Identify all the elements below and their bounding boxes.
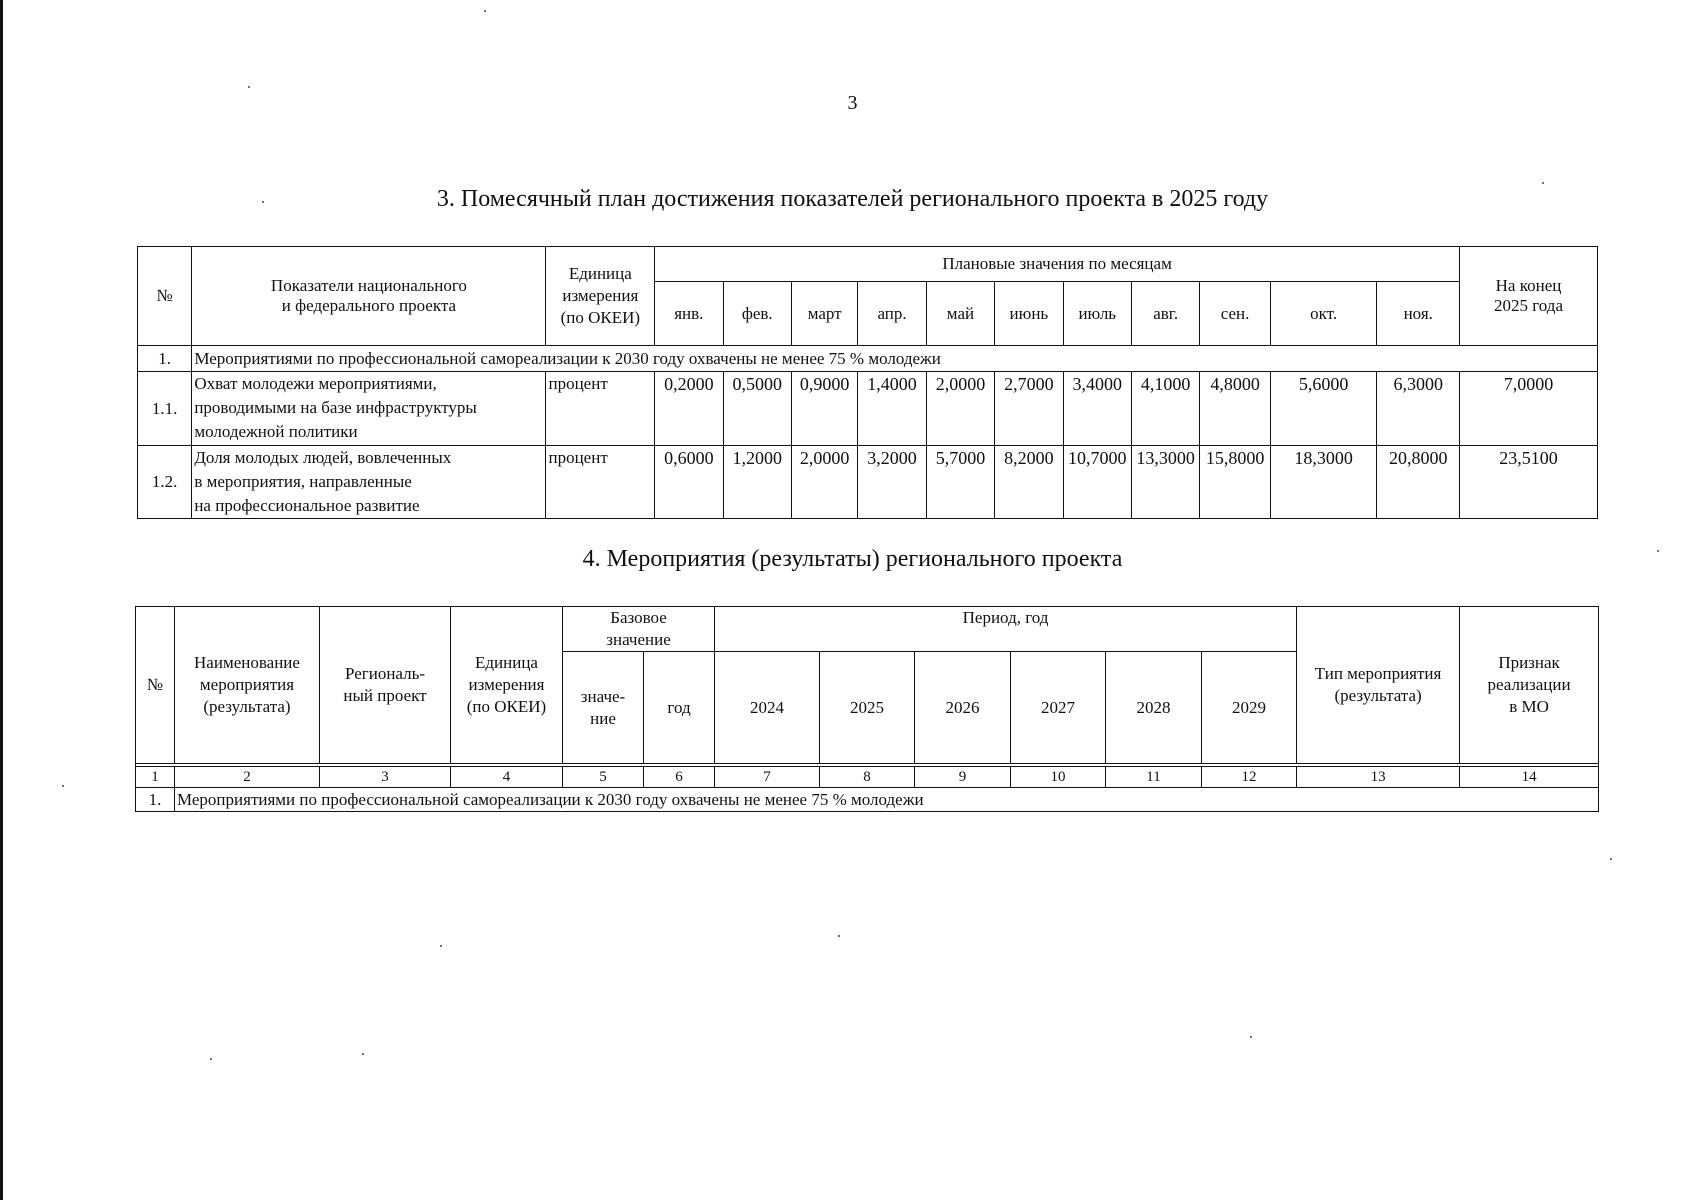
scan-speck bbox=[62, 785, 64, 787]
value-feb: 0,5000 bbox=[723, 372, 791, 446]
value-mar: 0,9000 bbox=[791, 372, 857, 446]
value-sep: 15,8000 bbox=[1200, 446, 1270, 519]
unit-header-line2: измерения bbox=[468, 675, 545, 694]
base-value-subheader-line2: ние bbox=[590, 708, 616, 728]
unit-header bbox=[451, 607, 563, 764]
scan-speck bbox=[838, 935, 840, 937]
activity-name-header-line2: мероприятия bbox=[199, 675, 295, 694]
column-numbers-row bbox=[136, 767, 1599, 788]
month-sep: сен. bbox=[1200, 282, 1270, 346]
activities-table bbox=[135, 606, 1599, 812]
unit-header-line1: Единица bbox=[568, 264, 632, 283]
indicator-name bbox=[192, 372, 546, 446]
column-number: 8 bbox=[820, 767, 915, 788]
indicator-name-line: молодежной политики bbox=[194, 422, 358, 441]
month-feb: фев. bbox=[723, 282, 791, 346]
value-apr: 3,2000 bbox=[858, 446, 926, 519]
indicator-name bbox=[192, 446, 546, 519]
activity-name-header-line1: Наименование bbox=[194, 653, 300, 672]
month-mar: март bbox=[791, 282, 857, 346]
scan-speck bbox=[1542, 182, 1544, 184]
activity-type-header bbox=[1297, 607, 1460, 764]
activity-name-header-line3: (результата) bbox=[203, 697, 291, 716]
value-may: 2,0000 bbox=[926, 372, 994, 446]
base-value-header-line1: Базовое bbox=[610, 608, 667, 627]
unit-cell: процент bbox=[546, 446, 655, 519]
unit-cell: процент bbox=[546, 372, 655, 446]
column-number: 10 bbox=[1011, 767, 1106, 788]
row-num: 1.2. bbox=[138, 446, 192, 519]
column-number: 2 bbox=[175, 767, 320, 788]
scan-speck bbox=[248, 86, 250, 88]
year-2029: 2029 bbox=[1202, 652, 1297, 764]
table3-header-row-1 bbox=[138, 247, 1598, 282]
value-oct: 18,3000 bbox=[1270, 446, 1377, 519]
mo-sign-header-line2: реализации bbox=[1487, 675, 1571, 694]
regional-project-header-line2: ный проект bbox=[343, 686, 427, 705]
year-2028: 2028 bbox=[1106, 652, 1202, 764]
month-jan: янв. bbox=[655, 282, 723, 346]
monthly-plan-table bbox=[137, 246, 1598, 519]
indicator-header-line1: Показатели национального bbox=[270, 276, 467, 295]
mo-sign-header-line1: Признак bbox=[1498, 653, 1560, 672]
year-2026: 2026 bbox=[915, 652, 1011, 764]
table3-section-row bbox=[138, 346, 1598, 372]
scan-speck bbox=[362, 1053, 364, 1055]
year-2025: 2025 bbox=[820, 652, 915, 764]
column-number: 9 bbox=[915, 767, 1011, 788]
value-may: 5,7000 bbox=[926, 446, 994, 519]
section-3-title: 3. Помесячный план достижения показателей регионального проекта в 2025 году bbox=[436, 186, 1269, 212]
indicator-header bbox=[192, 247, 546, 346]
scan-speck bbox=[484, 10, 486, 12]
column-number: 13 bbox=[1297, 767, 1460, 788]
value-jul: 3,4000 bbox=[1063, 372, 1131, 446]
column-number: 7 bbox=[715, 767, 820, 788]
value-jan: 0,6000 bbox=[655, 446, 723, 519]
value-jun: 2,7000 bbox=[995, 372, 1063, 446]
column-number: 5 bbox=[563, 767, 644, 788]
indicator-name-line: Доля молодых людей, вовлеченных bbox=[194, 448, 452, 467]
indicator-name-line: на профессиональное развитие bbox=[194, 496, 420, 515]
base-year-subheader: год bbox=[644, 652, 715, 764]
scan-speck bbox=[1610, 858, 1612, 860]
table4-section-row bbox=[136, 788, 1599, 812]
unit-header-line3: (по ОКЕИ) bbox=[466, 697, 547, 716]
table4-header-row-1 bbox=[136, 607, 1599, 652]
num-header: № bbox=[136, 607, 175, 764]
column-number: 1 bbox=[136, 767, 175, 788]
value-oct: 5,6000 bbox=[1270, 372, 1377, 446]
value-sep: 4,8000 bbox=[1200, 372, 1270, 446]
column-number: 3 bbox=[320, 767, 451, 788]
column-number: 6 bbox=[644, 767, 715, 788]
indicator-name-line: Охват молодежи мероприятиями, bbox=[194, 374, 437, 393]
value-mar: 2,0000 bbox=[791, 446, 857, 519]
scan-speck bbox=[440, 945, 442, 947]
page-scan-edge bbox=[0, 0, 3, 1200]
table-row bbox=[138, 372, 1598, 446]
mo-sign-header bbox=[1460, 607, 1599, 764]
mo-sign-header-line3: в МО bbox=[1509, 697, 1549, 716]
value-aug: 13,3000 bbox=[1131, 446, 1199, 519]
activity-name-header bbox=[175, 607, 320, 764]
scan-speck bbox=[210, 1058, 212, 1060]
column-number: 11 bbox=[1106, 767, 1202, 788]
section-num: 1. bbox=[136, 788, 175, 812]
scan-speck bbox=[1250, 1036, 1252, 1038]
unit-header-line3: (по ОКЕИ) bbox=[560, 308, 641, 327]
month-may: май bbox=[926, 282, 994, 346]
base-value-subheader bbox=[563, 652, 644, 764]
indicator-name-line: проводимыми на базе инфраструктуры bbox=[194, 398, 477, 417]
column-number: 4 bbox=[451, 767, 563, 788]
year-2027: 2027 bbox=[1011, 652, 1106, 764]
unit-header-line1: Единица bbox=[475, 653, 538, 672]
page-number: 3 bbox=[847, 92, 858, 114]
unit-header-line2: измерения bbox=[562, 286, 639, 305]
value-year-end: 23,5100 bbox=[1460, 446, 1598, 519]
section-num: 1. bbox=[138, 346, 192, 372]
value-jul: 10,7000 bbox=[1063, 446, 1131, 519]
value-feb: 1,2000 bbox=[723, 446, 791, 519]
base-value-header bbox=[563, 607, 715, 652]
column-number: 14 bbox=[1460, 767, 1599, 788]
year-end-header-line1: На конец bbox=[1495, 276, 1562, 295]
month-jul: июль bbox=[1063, 282, 1131, 346]
scan-speck bbox=[262, 201, 264, 203]
value-apr: 1,4000 bbox=[858, 372, 926, 446]
indicator-name-line: в мероприятия, направленные bbox=[194, 472, 412, 491]
regional-project-header-line1: Региональ- bbox=[344, 664, 426, 683]
month-nov: ноя. bbox=[1377, 282, 1460, 346]
num-header: № bbox=[138, 247, 192, 346]
section-text: Мероприятиями по профессиональной самореализации к 2030 году охвачены не менее 75 % молодежи bbox=[192, 346, 1598, 372]
value-nov: 20,8000 bbox=[1377, 446, 1460, 519]
indicator-header-line2: и федерального проекта bbox=[281, 296, 457, 315]
base-value-subheader-line1: значе- bbox=[580, 686, 626, 706]
base-value-header-line2: значение bbox=[606, 630, 671, 649]
month-apr: апр. bbox=[858, 282, 926, 346]
month-oct: окт. bbox=[1270, 282, 1377, 346]
scan-speck bbox=[1657, 550, 1659, 552]
section-4-title: 4. Мероприятия (результаты) регионального проекта bbox=[582, 546, 1123, 572]
section-text: Мероприятиями по профессиональной самореализации к 2030 году охвачены не менее 75 % молодежи bbox=[175, 788, 1599, 812]
regional-project-header bbox=[320, 607, 451, 764]
column-number: 12 bbox=[1202, 767, 1297, 788]
value-jun: 8,2000 bbox=[995, 446, 1063, 519]
year-end-header bbox=[1460, 247, 1598, 346]
value-aug: 4,1000 bbox=[1131, 372, 1199, 446]
period-header: Период, год bbox=[715, 607, 1297, 652]
value-nov: 6,3000 bbox=[1377, 372, 1460, 446]
value-jan: 0,2000 bbox=[655, 372, 723, 446]
year-2024: 2024 bbox=[715, 652, 820, 764]
table-row bbox=[138, 446, 1598, 519]
value-year-end: 7,0000 bbox=[1460, 372, 1598, 446]
unit-header bbox=[546, 247, 655, 346]
activity-type-header-line2: (результата) bbox=[1334, 686, 1422, 705]
month-aug: авг. bbox=[1131, 282, 1199, 346]
month-jun: июнь bbox=[995, 282, 1063, 346]
row-num: 1.1. bbox=[138, 372, 192, 446]
planned-values-header: Плановые значения по месяцам bbox=[655, 247, 1460, 282]
year-end-header-line2: 2025 года bbox=[1494, 296, 1564, 315]
activity-type-header-line1: Тип мероприятия bbox=[1314, 664, 1442, 683]
